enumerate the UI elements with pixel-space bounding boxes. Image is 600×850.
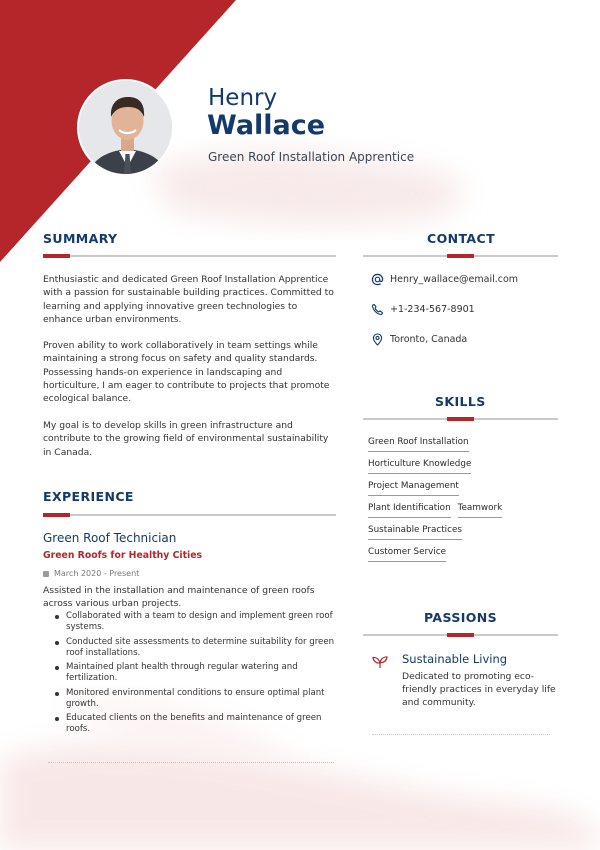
- experience-company: Green Roofs for Healthy Cities: [43, 550, 203, 561]
- experience-divider: [43, 514, 336, 516]
- summary-divider: [43, 255, 336, 257]
- experience-end-divider: [48, 762, 334, 763]
- summary-divider-accent: [43, 254, 70, 258]
- skills-heading: SKILLS: [435, 394, 486, 409]
- skill-tag: Teamwork: [458, 502, 503, 518]
- contact-email-text: Henry_wallace@email.com: [390, 274, 519, 285]
- skill-tag: Plant Identification: [368, 502, 451, 518]
- experience-dates: [43, 569, 139, 578]
- list-item: Educated clients on the benefits and maintenance of green roofs.: [66, 713, 338, 735]
- skills-list: [368, 436, 558, 568]
- experience-dates-text: March 2020 - Present: [54, 569, 140, 578]
- summary-paragraph-1: Enthusiastic and dedicated Green Roof Installation Apprentice with a passion for sustainable building practices. Committed to learning and applying innovative green technologies to enhance urban environments.: [43, 274, 334, 325]
- contact-heading: CONTACT: [427, 231, 495, 246]
- location-pin-icon: [371, 333, 384, 346]
- skill-tag: Sustainable Practices: [368, 524, 462, 540]
- summary-paragraph-2: Proven ability to work collaboratively in team settings while maintaining a strong focus on safety and quality standards. Possessing hands-on experience in landscaping and horticulture, I am eager to contribute to projects that promote ecological balance.: [43, 340, 330, 405]
- skill-tag: Project Management: [368, 480, 459, 496]
- experience-heading: EXPERIENCE: [43, 489, 134, 504]
- profile-photo: [77, 79, 174, 176]
- contact-email[interactable]: [371, 273, 518, 286]
- contact-phone[interactable]: [371, 303, 475, 316]
- passion-description: Dedicated to promoting eco-friendly practices in everyday life and community.: [402, 671, 556, 709]
- leaf-sprout-icon: [372, 655, 388, 669]
- contact-location-text: Toronto, Canada: [390, 334, 468, 345]
- list-item: Maintained plant health through regular watering and fertilization.: [66, 662, 338, 684]
- last-name: Wallace: [207, 110, 326, 141]
- list-item: Collaborated with a team to design and implement green roof systems.: [66, 611, 338, 633]
- summary-paragraph-3: My goal is to develop skills in green infrastructure and contribute to the growing field of environmental sustainability in Canada.: [43, 420, 329, 458]
- list-item: Monitored environmental conditions to ensure optimal plant growth.: [66, 688, 338, 710]
- passion-title: Sustainable Living: [402, 652, 508, 666]
- passions-divider-accent: [447, 633, 474, 637]
- skill-tag: Horticulture Knowledge: [368, 458, 471, 474]
- summary-heading: SUMMARY: [43, 231, 118, 246]
- calendar-icon: [43, 571, 49, 577]
- person-portrait-icon: [79, 81, 174, 176]
- passions-heading: PASSIONS: [424, 610, 498, 625]
- skill-tag: Green Roof Installation: [368, 436, 469, 452]
- experience-bullets: [66, 611, 338, 739]
- phone-icon: [371, 303, 384, 316]
- first-name: Henry: [208, 85, 278, 111]
- list-item: Conducted site assessments to determine suitability for green roof installations.: [66, 637, 338, 659]
- at-sign-icon: [371, 273, 384, 286]
- contact-phone-text: +1-234-567-8901: [390, 304, 475, 315]
- contact-location: [371, 333, 467, 346]
- contact-divider-accent: [447, 254, 474, 258]
- experience-description: Assisted in the installation and maintenance of green roofs across various urban projects.: [43, 585, 315, 609]
- experience-role: Green Roof Technician: [43, 531, 177, 545]
- passions-end-divider: [372, 734, 550, 735]
- job-title: Green Roof Installation Apprentice: [208, 150, 415, 164]
- skills-divider-accent: [447, 417, 474, 421]
- experience-divider-accent: [43, 513, 70, 517]
- skill-tag: Customer Service: [368, 546, 446, 562]
